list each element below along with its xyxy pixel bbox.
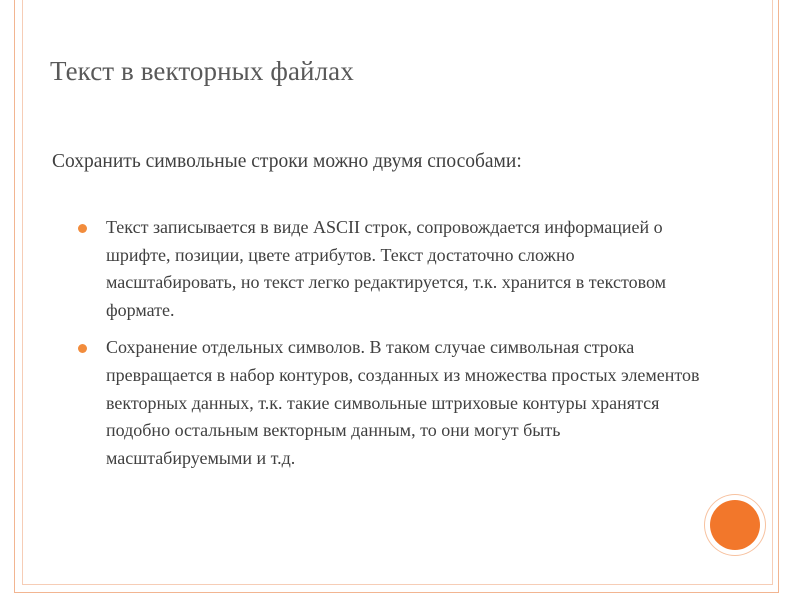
bullet-text: Текст записывается в виде ASCII строк, сопровождается информацией о шрифте, позиции, цвете атрибутов. Текст достаточно сложно масштабировать, но текст легко редактируется, т.к. хранится в текстовом формате. [106,217,666,320]
bullet-dot-icon [78,224,87,233]
bullet-text: Сохранение отдельных символов. В таком случае символьная строка превращается в набор контуров, созданных из множества простых элементов векторных данных, т.к. такие символьные штриховые контуры хранятся подобно остальным векторным данным, то они могут быть масштабируемыми и т.д. [106,337,700,468]
bullet-list [78,214,708,482]
bullet-item [78,334,708,472]
bullet-dot-icon [78,344,87,353]
bullet-item [78,214,708,324]
slide-intro-text: Сохранить символьные строки можно двумя способами: [52,151,522,172]
slide-title: Текст в векторных файлах [50,56,354,86]
orange-circle-icon [710,500,760,550]
